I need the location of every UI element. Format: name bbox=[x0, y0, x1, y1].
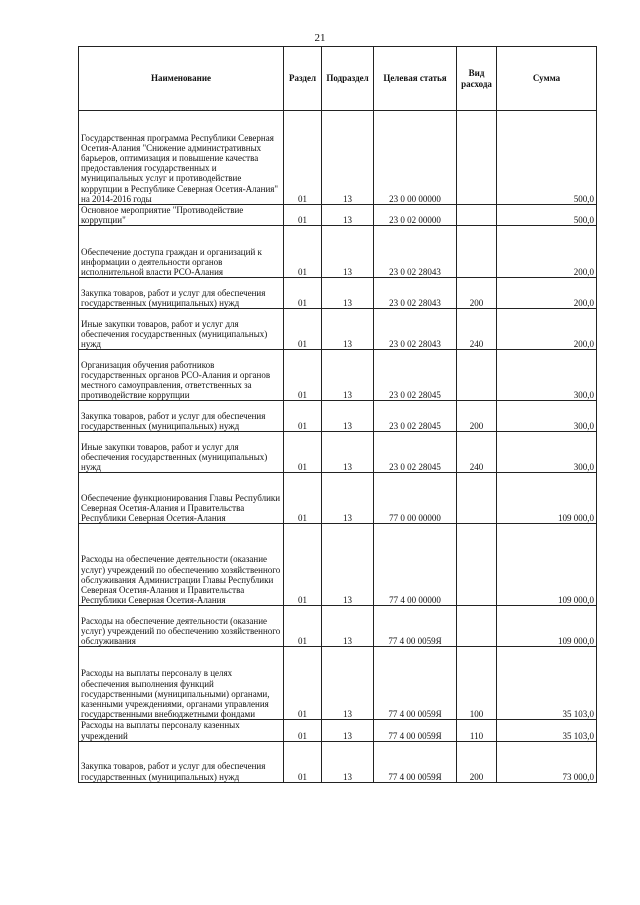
cell-section: 01 bbox=[284, 432, 322, 473]
cell-target: 77 0 00 00000 bbox=[374, 473, 457, 524]
cell-target: 77 4 00 0059Я bbox=[374, 606, 457, 647]
cell-name: Закупка товаров, работ и услуг для обеспечения государственных (муниципальных) нужд bbox=[79, 278, 284, 309]
cell-section: 01 bbox=[284, 309, 322, 350]
cell-name: Государственная программа Республики Северная Осетия-Алания "Снижение административных барьеров, оптимизация и повышение качества предоставления государственных и муниципальных услуг и противодействие коррупции в Республике Северная Осетия-Алания" на 2014-2016 годы bbox=[79, 111, 284, 205]
cell-amount: 109 000,0 bbox=[497, 473, 597, 524]
table-header-row bbox=[79, 47, 597, 111]
cell-section: 01 bbox=[284, 524, 322, 606]
cell-amount: 200,0 bbox=[497, 278, 597, 309]
cell-name: Иные закупки товаров, работ и услуг для обеспечения государственных (муниципальных) нужд bbox=[79, 309, 284, 350]
cell-amount: 35 103,0 bbox=[497, 647, 597, 720]
table-row bbox=[79, 741, 597, 782]
cell-expense-type: 110 bbox=[457, 720, 497, 741]
cell-expense-type: 100 bbox=[457, 647, 497, 720]
cell-name: Обеспечение доступа граждан и организаций к информации о деятельности органов исполнительной власти РСО-Алания bbox=[79, 226, 284, 278]
cell-expense-type bbox=[457, 226, 497, 278]
col-header-expense-type: Вид расхода bbox=[457, 47, 497, 111]
cell-subsection: 13 bbox=[322, 111, 374, 205]
col-header-name: Наименование bbox=[79, 47, 284, 111]
cell-target: 23 0 02 28043 bbox=[374, 226, 457, 278]
cell-expense-type bbox=[457, 111, 497, 205]
cell-name: Расходы на обеспечение деятельности (оказание услуг) учреждений по обеспечению хозяйственного обслуживания Администрации Главы Республики Северная Осетия-Алания и Правительства Республики Северная Осетия-Алания bbox=[79, 524, 284, 606]
cell-expense-type bbox=[457, 205, 497, 226]
cell-expense-type: 240 bbox=[457, 309, 497, 350]
cell-subsection: 13 bbox=[322, 226, 374, 278]
cell-amount: 109 000,0 bbox=[497, 606, 597, 647]
cell-section: 01 bbox=[284, 350, 322, 401]
cell-name: Основное мероприятие "Противодействие коррупции" bbox=[79, 205, 284, 226]
cell-amount: 500,0 bbox=[497, 111, 597, 205]
cell-amount: 200,0 bbox=[497, 226, 597, 278]
cell-expense-type: 240 bbox=[457, 432, 497, 473]
cell-subsection: 13 bbox=[322, 524, 374, 606]
cell-section: 01 bbox=[284, 205, 322, 226]
cell-name: Закупка товаров, работ и услуг для обеспечения государственных (муниципальных) нужд bbox=[79, 741, 284, 782]
cell-expense-type: 200 bbox=[457, 278, 497, 309]
cell-amount: 109 000,0 bbox=[497, 524, 597, 606]
cell-section: 01 bbox=[284, 111, 322, 205]
cell-name: Иные закупки товаров, работ и услуг для обеспечения государственных (муниципальных) нужд bbox=[79, 432, 284, 473]
cell-target: 23 0 02 00000 bbox=[374, 205, 457, 226]
cell-name: Расходы на обеспечение деятельности (оказание услуг) учреждений по обеспечению хозяйственного обслуживания bbox=[79, 606, 284, 647]
table-row bbox=[79, 309, 597, 350]
cell-amount: 73 000,0 bbox=[497, 741, 597, 782]
cell-subsection: 13 bbox=[322, 647, 374, 720]
cell-target: 23 0 02 28043 bbox=[374, 309, 457, 350]
cell-subsection: 13 bbox=[322, 205, 374, 226]
cell-section: 01 bbox=[284, 606, 322, 647]
cell-target: 77 4 00 0059Я bbox=[374, 647, 457, 720]
table-row bbox=[79, 473, 597, 524]
budget-table bbox=[78, 46, 597, 783]
cell-section: 01 bbox=[284, 720, 322, 741]
cell-amount: 35 103,0 bbox=[497, 720, 597, 741]
table-row bbox=[79, 278, 597, 309]
cell-subsection: 13 bbox=[322, 606, 374, 647]
cell-subsection: 13 bbox=[322, 432, 374, 473]
cell-expense-type: 200 bbox=[457, 741, 497, 782]
cell-subsection: 13 bbox=[322, 278, 374, 309]
table-row bbox=[79, 432, 597, 473]
cell-section: 01 bbox=[284, 647, 322, 720]
table-row bbox=[79, 226, 597, 278]
cell-amount: 300,0 bbox=[497, 432, 597, 473]
cell-section: 01 bbox=[284, 473, 322, 524]
cell-expense-type bbox=[457, 350, 497, 401]
cell-expense-type bbox=[457, 524, 497, 606]
cell-expense-type: 200 bbox=[457, 401, 497, 432]
cell-amount: 500,0 bbox=[497, 205, 597, 226]
cell-name: Расходы на выплаты персоналу в целях обеспечения выполнения функций государственными (муниципальными) органами, казенными учреждениями, органами управления государственными внебюджетными фондами bbox=[79, 647, 284, 720]
cell-subsection: 13 bbox=[322, 309, 374, 350]
table-row bbox=[79, 205, 597, 226]
cell-target: 23 0 02 28045 bbox=[374, 432, 457, 473]
table-row bbox=[79, 350, 597, 401]
cell-subsection: 13 bbox=[322, 350, 374, 401]
cell-section: 01 bbox=[284, 741, 322, 782]
cell-amount: 300,0 bbox=[497, 350, 597, 401]
cell-target: 77 4 00 00000 bbox=[374, 524, 457, 606]
cell-target: 77 4 00 0059Я bbox=[374, 720, 457, 741]
cell-target: 23 0 00 00000 bbox=[374, 111, 457, 205]
cell-amount: 200,0 bbox=[497, 309, 597, 350]
table-row bbox=[79, 647, 597, 720]
cell-name: Обеспечение функционирования Главы Республики Северная Осетия-Алания и Правительства Республики Северная Осетия-Алания bbox=[79, 473, 284, 524]
cell-subsection: 13 bbox=[322, 473, 374, 524]
cell-subsection: 13 bbox=[322, 401, 374, 432]
col-header-amount: Сумма bbox=[497, 47, 597, 111]
cell-section: 01 bbox=[284, 278, 322, 309]
col-header-section: Раздел bbox=[284, 47, 322, 111]
col-header-subsection: Подраздел bbox=[322, 47, 374, 111]
page-number: 21 bbox=[314, 32, 326, 44]
cell-name: Организация обучения работников государственных органов РСО-Алания и органов местного самоуправления, ответственных за противодействие коррупции bbox=[79, 350, 284, 401]
table-row bbox=[79, 606, 597, 647]
cell-expense-type bbox=[457, 473, 497, 524]
cell-section: 01 bbox=[284, 226, 322, 278]
table-row bbox=[79, 720, 597, 741]
cell-name: Расходы на выплаты персоналу казенных учреждений bbox=[79, 720, 284, 741]
cell-target: 23 0 02 28043 bbox=[374, 278, 457, 309]
cell-target: 23 0 02 28045 bbox=[374, 350, 457, 401]
table-row bbox=[79, 111, 597, 205]
table-row bbox=[79, 401, 597, 432]
cell-name: Закупка товаров, работ и услуг для обеспечения государственных (муниципальных) нужд bbox=[79, 401, 284, 432]
table-body bbox=[79, 111, 597, 783]
col-header-target: Целевая статья bbox=[374, 47, 457, 111]
cell-target: 77 4 00 0059Я bbox=[374, 741, 457, 782]
cell-target: 23 0 02 28045 bbox=[374, 401, 457, 432]
table-row bbox=[79, 524, 597, 606]
cell-amount: 300,0 bbox=[497, 401, 597, 432]
cell-subsection: 13 bbox=[322, 741, 374, 782]
cell-section: 01 bbox=[284, 401, 322, 432]
cell-expense-type bbox=[457, 606, 497, 647]
cell-subsection: 13 bbox=[322, 720, 374, 741]
